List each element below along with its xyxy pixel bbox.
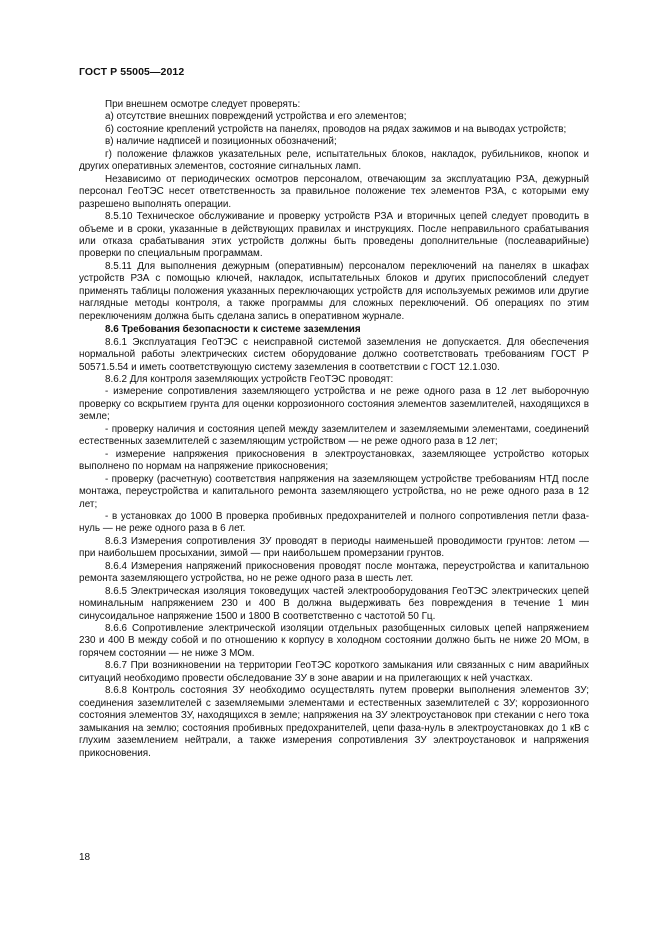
- paragraph-intro: При внешнем осмотре следует проверять:: [105, 99, 301, 110]
- list-item-g: г) положение флажков указательных реле, испытательных блоков, накладок, рубильников, кнопок и других оперативных элементов, состояние сигнальных ламп.: [79, 148, 589, 173]
- clause-8-6-8: 8.6.8 Контроль состояния ЗУ необходимо осуществлять путем проверки выполнения элементов ЗУ; соединения заземлителей с заземляемыми элементами и естественных заземлителей с ЗУ; коррозионного состояния элементов ЗУ, находящихся в земле; напряжения на ЗУ электроустановок при стекании с него тока замыкания на землю; состояния пробивных предохранителей, цепи фаза-нуль в электроустановках до 1 кВ с глухим заземлением нейтрали, а также измерения сопротивления ЗУ электроустановок и напряжения прикосновения.: [79, 685, 589, 759]
- list-item-v: в) наличие надписей и позиционных обозначений;: [105, 136, 337, 148]
- dash-item-circuits: - проверку наличия и состояния цепей между заземлителем и заземляемыми элементами, соединений естественных заземлителей с заземляющим устройством — не реже одного раза в 12 лет;: [79, 423, 589, 448]
- clause-8-5-10: 8.5.10 Техническое обслуживание и проверку устройств РЗА и вторичных цепей следует проводить в объеме и в сроки, указанные в действующих правилах и инструкциях. После неправильного срабатывания или отказа срабатывания этих устройств должны быть проведены дополнительные (послеаварийные) проверки по специальным программам.: [79, 211, 589, 260]
- clause-8-6-2: 8.6.2 Для контроля заземляющих устройств ГеоТЭС проводят:: [105, 373, 394, 385]
- clause-8-6-1: 8.6.1 Эксплуатация ГеоТЭС с неисправной системой заземления не допускается. Для обеспечения нормальной работы электрических систем оборудование должно соответствовать требованиям ГОСТ Р 50571.5.54 и иметь соответствующую систему заземления в соответствии с ГОСТ 12.1.030.: [79, 336, 589, 373]
- clause-8-6-5: 8.6.5 Электрическая изоляция токоведущих частей электрооборудования ГеоТЭС электрических цепей номинальным напряжением 230 и 400 В должна выдерживать без повреждения в течение 1 мин синусоидальное напряжение 1500 и 1800 В соответственно с частотой 50 Гц.: [79, 585, 589, 622]
- dash-item-calculation: - проверку (расчетную) соответствия напряжения на заземляющем устройстве требованиям НТД после монтажа, переустройства и капитального ремонта заземляющего устройства, но не реже одного раза в 12 лет;: [79, 473, 589, 510]
- dash-item-fuses: - в установках до 1000 В проверка пробивных предохранителей и полного сопротивления петли фаза-нуль — не реже одного раза в 6 лет.: [79, 510, 589, 535]
- clause-8-5-11: 8.5.11 Для выполнения дежурным (оперативным) персоналом переключений на панелях в шкафах устройств РЗА с помощью ключей, накладок, испытательных блоков и других приспособлений следует применять таблицы положения указанных переключающих устройств для используемых режимов или другие наглядные методы контроля, а также программы для сложных переключений. Об операциях по этим переключениям должна быть сделана запись в оперативном журнале.: [79, 260, 589, 322]
- section-heading-8-6: 8.6 Требования безопасности к системе заземления: [105, 324, 361, 336]
- list-item-a: а) отсутствие внешних повреждений устройства и его элементов;: [105, 111, 407, 123]
- standard-header: ГОСТ Р 55005—2012: [79, 66, 185, 78]
- dash-item-resistance: - измерение сопротивления заземляющего устройства и не реже одного раза в 12 лет выборочную проверку со вскрытием грунта для оценки коррозионного состояния элементов заземлителей, находящихся в земле;: [79, 386, 589, 423]
- dash-item-touch-voltage: - измерение напряжения прикосновения в электроустановках, заземляющее устройство которых выполнено по нормам на напряжение прикосновения;: [79, 448, 589, 473]
- page-number: 18: [79, 852, 91, 863]
- clause-8-6-7: 8.6.7 При возникновении на территории ГеоТЭС короткого замыкания или связанных с ним аварийных ситуаций необходимо провести обследование ЗУ в зоне аварии и на прилегающих к ней участках.: [79, 660, 589, 684]
- paragraph-responsibility: Независимо от периодических осмотров персоналом, отвечающим за эксплуатацию РЗА, дежурный персонал ГеоТЭС несет ответственность за правильное положение тех элементов РЗА, с которыми ему разрешено выполнять операции.: [79, 173, 589, 210]
- clause-8-6-6: 8.6.6 Сопротивление электрической изоляции отдельных разобщенных силовых цепей напряжением 230 и 400 В между собой и по отношению к корпусу в холодном состоянии должно быть не ниже 20 МОм, в горячем состоянии — не ниже 3 МОм.: [79, 623, 589, 659]
- clause-8-6-3: 8.6.3 Измерения сопротивления ЗУ проводят в периоды наименьшей проводимости грунтов: летом — при наибольшем просыхании, зимой — при наибольшем промерзании грунтов.: [79, 535, 589, 560]
- document-body: [79, 99, 589, 760]
- clause-8-6-4: 8.6.4 Измерения напряжений прикосновения проводят после монтажа, переустройства и капитальною ремонта заземляющего устройства, но не реже одного раза в шесть лет.: [79, 560, 589, 585]
- list-item-b: б) состояние креплений устройств на панелях, проводов на рядах зажимов и на выводах устройств;: [105, 123, 567, 135]
